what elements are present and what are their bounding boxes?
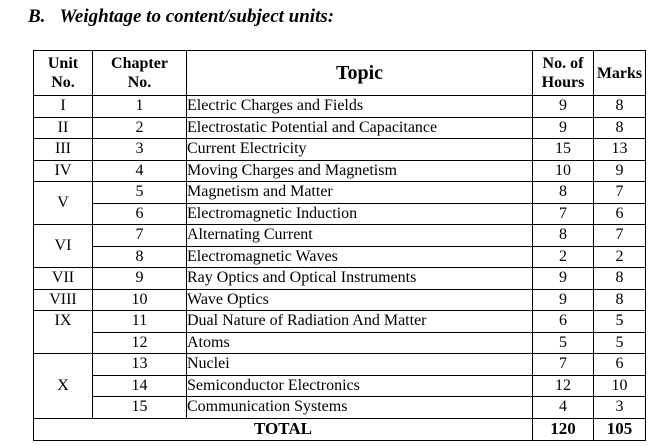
chapter-cell: 7 [93, 225, 187, 247]
topic-cell: Nuclei [187, 354, 533, 376]
unit-cell: V [34, 182, 93, 225]
chapter-no-header: Chapter No. [93, 51, 187, 96]
topic-cell: Semiconductor Electronics [187, 375, 533, 397]
chapter-cell: 5 [93, 182, 187, 204]
chapter-cell: 15 [93, 397, 187, 419]
hours-cell: 7 [533, 203, 594, 225]
unit-cell: IX [34, 311, 93, 354]
section-letter: B. [28, 6, 46, 27]
table-row [34, 203, 646, 225]
table-row [34, 182, 646, 204]
total-label: TOTAL [34, 418, 533, 440]
hours-cell: 7 [533, 354, 594, 376]
marks-cell: 3 [594, 397, 646, 419]
table-header-row [34, 51, 646, 96]
marks-cell: 7 [594, 225, 646, 247]
marks-cell: 8 [594, 289, 646, 311]
table-row [34, 354, 646, 376]
chapter-cell: 10 [93, 289, 187, 311]
table-row [34, 375, 646, 397]
marks-cell: 5 [594, 311, 646, 333]
hours-cell: 8 [533, 182, 594, 204]
chapter-cell: 4 [93, 160, 187, 182]
topic-cell: Communication Systems [187, 397, 533, 419]
weightage-table [33, 50, 646, 441]
hours-cell: 15 [533, 139, 594, 161]
marks-cell: 6 [594, 354, 646, 376]
chapter-cell: 9 [93, 268, 187, 290]
marks-cell: 6 [594, 203, 646, 225]
hours-cell: 2 [533, 246, 594, 268]
section-heading [28, 6, 334, 28]
unit-cell: VII [34, 268, 93, 290]
unit-cell: VIII [34, 289, 93, 311]
chapter-cell: 12 [93, 332, 187, 354]
topic-cell: Wave Optics [187, 289, 533, 311]
chapter-cell: 3 [93, 139, 187, 161]
marks-cell: 13 [594, 139, 646, 161]
unit-no-header: Unit No. [34, 51, 93, 96]
chapter-cell: 2 [93, 117, 187, 139]
marks-cell: 10 [594, 375, 646, 397]
total-hours: 120 [533, 418, 594, 440]
table-row [34, 268, 646, 290]
topic-cell: Electromagnetic Waves [187, 246, 533, 268]
hours-cell: 10 [533, 160, 594, 182]
topic-header: Topic [187, 51, 533, 96]
table-row [34, 160, 646, 182]
marks-cell: 9 [594, 160, 646, 182]
topic-cell: Electrostatic Potential and Capacitance [187, 117, 533, 139]
unit-cell: IV [34, 160, 93, 182]
unit-cell: III [34, 139, 93, 161]
table-row [34, 397, 646, 419]
marks-cell: 8 [594, 96, 646, 118]
topic-cell: Ray Optics and Optical Instruments [187, 268, 533, 290]
topic-cell: Electromagnetic Induction [187, 203, 533, 225]
chapter-cell: 11 [93, 311, 187, 333]
chapter-cell: 6 [93, 203, 187, 225]
topic-cell: Electric Charges and Fields [187, 96, 533, 118]
table-row [34, 289, 646, 311]
table-row [34, 332, 646, 354]
unit-cell: X [34, 354, 93, 419]
chapter-cell: 8 [93, 246, 187, 268]
chapter-cell: 1 [93, 96, 187, 118]
table-row [34, 117, 646, 139]
total-row [34, 418, 646, 440]
marks-cell: 7 [594, 182, 646, 204]
hours-cell: 9 [533, 268, 594, 290]
chapter-cell: 13 [93, 354, 187, 376]
table-row [34, 139, 646, 161]
marks-cell: 8 [594, 268, 646, 290]
hours-cell: 9 [533, 289, 594, 311]
hours-cell: 9 [533, 96, 594, 118]
hours-header: No. of Hours [533, 51, 594, 96]
marks-header: Marks [594, 51, 646, 96]
hours-cell: 6 [533, 311, 594, 333]
chapter-cell: 14 [93, 375, 187, 397]
marks-cell: 5 [594, 332, 646, 354]
hours-cell: 12 [533, 375, 594, 397]
topic-cell: Dual Nature of Radiation And Matter [187, 311, 533, 333]
section-title: Weightage to content/subject units: [59, 6, 335, 27]
marks-cell: 8 [594, 117, 646, 139]
table-row [34, 311, 646, 333]
topic-cell: Magnetism and Matter [187, 182, 533, 204]
hours-cell: 4 [533, 397, 594, 419]
hours-cell: 5 [533, 332, 594, 354]
hours-cell: 9 [533, 117, 594, 139]
table-row [34, 96, 646, 118]
topic-cell: Alternating Current [187, 225, 533, 247]
table-row [34, 225, 646, 247]
marks-cell: 2 [594, 246, 646, 268]
hours-cell: 8 [533, 225, 594, 247]
unit-cell: I [34, 96, 93, 118]
topic-cell: Atoms [187, 332, 533, 354]
topic-cell: Current Electricity [187, 139, 533, 161]
total-marks: 105 [594, 418, 646, 440]
table-row [34, 246, 646, 268]
unit-cell: II [34, 117, 93, 139]
unit-cell: VI [34, 225, 93, 268]
topic-cell: Moving Charges and Magnetism [187, 160, 533, 182]
